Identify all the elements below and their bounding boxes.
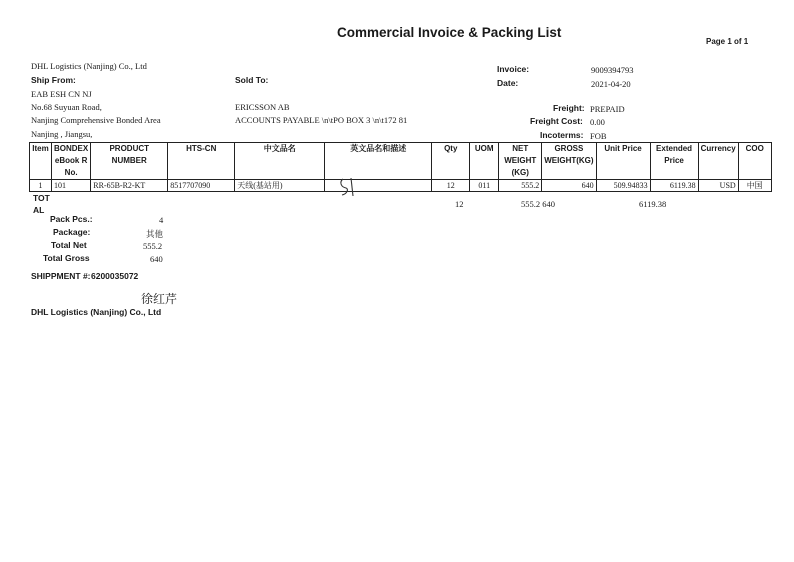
cell-product-number: RR-65B-R2-KT bbox=[91, 180, 168, 192]
total-label: TOTAL bbox=[33, 193, 50, 215]
freight-value: PREPAID bbox=[590, 104, 625, 114]
total-extended: 6119.38 bbox=[639, 199, 667, 209]
items-table bbox=[29, 142, 772, 192]
pack-pcs-value: 4 bbox=[159, 215, 164, 225]
ship-from-line: Nanjing , Jiangsu, bbox=[31, 129, 93, 139]
header-unit-price: Unit Price bbox=[596, 143, 650, 180]
total-weights: 555.2 640 bbox=[521, 199, 555, 209]
handwritten-mark-icon bbox=[335, 176, 361, 198]
invoice-label: Invoice: bbox=[497, 64, 530, 74]
cell-bondex: 101 bbox=[52, 180, 91, 192]
package-label: Package: bbox=[53, 227, 91, 237]
cell-uom: 011 bbox=[470, 180, 499, 192]
header-chinese-name: 中文品名 bbox=[235, 143, 325, 180]
company-name-header: DHL Logistics (Nanjing) Co., Ltd bbox=[31, 61, 147, 71]
header-product-number: PRODUCT NUMBER bbox=[91, 143, 168, 180]
header-hts-cn: HTS-CN bbox=[168, 143, 235, 180]
total-net-label: Total Net bbox=[51, 240, 87, 250]
total-qty: 12 bbox=[455, 199, 464, 209]
ship-from-label: Ship From: bbox=[31, 75, 76, 85]
header-item: Item bbox=[30, 143, 52, 180]
header-bondex: BONDEX eBook R No. bbox=[52, 143, 91, 180]
page-number: Page 1 of 1 bbox=[706, 37, 749, 46]
invoice-number: 9009394793 bbox=[591, 65, 634, 75]
header-coo: COO bbox=[738, 143, 771, 180]
table-header-row bbox=[30, 143, 772, 180]
total-net-value: 555.2 bbox=[143, 241, 163, 251]
date-label: Date: bbox=[497, 78, 519, 88]
freight-cost-value: 0.00 bbox=[590, 117, 605, 127]
sold-to-line: ACCOUNTS PAYABLE \n\tPO BOX 3 \n\t172 81 bbox=[235, 115, 408, 125]
cell-item: 1 bbox=[30, 180, 52, 192]
shippment-number: 6200035072 bbox=[91, 271, 139, 281]
sold-to-line: ERICSSON AB bbox=[235, 102, 290, 112]
pack-pcs-label: Pack Pcs.: bbox=[50, 214, 93, 224]
invoice-date: 2021-04-20 bbox=[591, 79, 631, 89]
header-extended-price: Extended Price bbox=[650, 143, 698, 180]
sold-to-label: Sold To: bbox=[235, 75, 269, 85]
package-value: 其他 bbox=[146, 229, 164, 239]
incoterms-label: Incoterms: bbox=[540, 130, 584, 140]
cell-hts-cn: 8517707090 bbox=[168, 180, 235, 192]
cell-extended-price: 6119.38 bbox=[650, 180, 698, 192]
signature-name: 徐红芹 bbox=[141, 292, 178, 306]
header-net-weight: NET WEIGHT (KG) bbox=[499, 143, 542, 180]
cell-net-weight: 555.2 bbox=[499, 180, 542, 192]
total-gross-label: Total Gross bbox=[43, 253, 90, 263]
cell-qty: 12 bbox=[432, 180, 470, 192]
cell-chinese-name: 天线(基站用) bbox=[235, 180, 325, 192]
cell-currency: USD bbox=[698, 180, 738, 192]
cell-coo: 中国 bbox=[738, 180, 771, 192]
ship-from-line: Nanjing Comprehensive Bonded Area bbox=[31, 115, 161, 125]
ship-from-line: EAB ESH CN NJ bbox=[31, 89, 92, 99]
header-qty: Qty bbox=[432, 143, 470, 180]
incoterms-value: FOB bbox=[590, 131, 607, 141]
freight-cost-label: Freight Cost: bbox=[530, 116, 583, 126]
header-uom: UOM bbox=[470, 143, 499, 180]
freight-label: Freight: bbox=[553, 103, 585, 113]
cell-gross-weight: 640 bbox=[542, 180, 596, 192]
shippment-label: SHIPPMENT #: bbox=[31, 271, 91, 281]
table-row bbox=[30, 180, 772, 192]
header-gross-weight: GROSS WEIGHT(KG) bbox=[542, 143, 596, 180]
header-currency: Currency bbox=[698, 143, 738, 180]
cell-unit-price: 509.94833 bbox=[596, 180, 650, 192]
signature-company: DHL Logistics (Nanjing) Co., Ltd bbox=[31, 307, 162, 317]
total-gross-value: 640 bbox=[150, 254, 163, 264]
document-title: Commercial Invoice & Packing List bbox=[337, 25, 562, 40]
ship-from-line: No.68 Suyuan Road, bbox=[31, 102, 102, 112]
header-english-name: 英文品名和描述 bbox=[325, 143, 432, 180]
